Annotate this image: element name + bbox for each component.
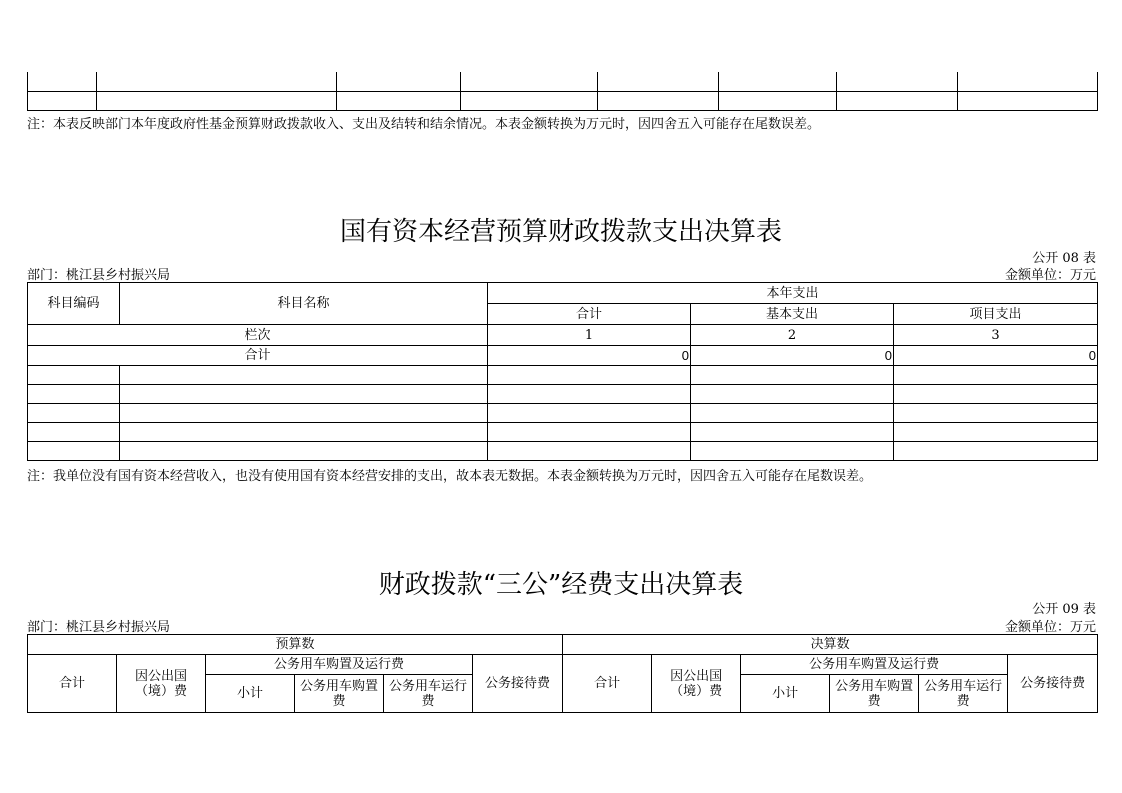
fund-table-note: 注：本表反映部门本年度政府性基金预算财政拨款收入、支出及结转和结余情况。本表金额转换为万元时，因四舍五入可能存在尾数误差。	[27, 117, 821, 132]
header-basic: 基本支出	[691, 304, 894, 325]
budget-total: 合计	[28, 655, 117, 713]
final-operation: 公务用车运行费	[919, 675, 1008, 713]
table-row	[28, 91, 1098, 110]
final-total: 合计	[563, 655, 652, 713]
table-row	[28, 385, 1098, 404]
column-index-3: 3	[894, 325, 1098, 346]
state-capital-expense-table	[27, 282, 1098, 461]
final-subtotal: 小计	[741, 675, 830, 713]
column-index-2: 2	[691, 325, 894, 346]
header-year-expense: 本年支出	[488, 283, 1098, 304]
header-project: 项目支出	[894, 304, 1098, 325]
final-purchase: 公务用车购置费	[830, 675, 919, 713]
table09-title: 财政拨款“三公”经费支出决算表	[378, 570, 744, 600]
final-abroad: 因公出国（境）费	[652, 655, 741, 713]
previous-table-fragment	[27, 72, 1098, 111]
header-final: 决算数	[563, 635, 1098, 655]
column-index-1: 1	[488, 325, 691, 346]
budget-vehicle: 公务用车购置及运行费	[206, 655, 473, 675]
table08-dept: 部门：桃江县乡村振兴局	[27, 268, 171, 283]
header-budget: 预算数	[28, 635, 563, 655]
table-row	[28, 423, 1098, 442]
table09-unit: 金额单位：万元	[1004, 620, 1096, 635]
header-total: 合计	[488, 304, 691, 325]
budget-purchase: 公务用车购置费	[295, 675, 384, 713]
table08-note: 注：我单位没有国有资本经营收入，也没有使用国有资本经营安排的支出，故本表无数据。本表金额转换为万元时，因四舍五入可能存在尾数误差。	[27, 469, 873, 484]
table-row	[28, 72, 1098, 91]
table08-title: 国有资本经营预算财政拨款支出决算表	[339, 217, 782, 247]
table-row	[28, 366, 1098, 385]
basic-amount: 0	[691, 346, 894, 366]
budget-subtotal: 小计	[206, 675, 295, 713]
header-name: 科目名称	[120, 283, 488, 325]
table08-code: 公开 08 表	[1032, 251, 1096, 266]
column-index-label: 栏次	[28, 325, 488, 346]
table-row	[28, 404, 1098, 423]
total-label: 合计	[28, 346, 488, 366]
budget-abroad: 因公出国（境）费	[117, 655, 206, 713]
final-vehicle: 公务用车购置及运行费	[741, 655, 1008, 675]
budget-operation: 公务用车运行费	[384, 675, 473, 713]
final-reception: 公务接待费	[1008, 655, 1098, 713]
table09-dept: 部门：桃江县乡村振兴局	[27, 620, 171, 635]
column-index-row	[28, 325, 1098, 346]
budget-reception: 公务接待费	[473, 655, 563, 713]
header-code: 科目编码	[28, 283, 120, 325]
project-amount: 0	[894, 346, 1098, 366]
table-row	[28, 442, 1098, 461]
table08-unit: 金额单位：万元	[1004, 268, 1096, 283]
three-public-expense-table	[27, 634, 1098, 713]
table09-code: 公开 09 表	[1032, 602, 1096, 617]
total-row	[28, 346, 1098, 366]
total-amount: 0	[488, 346, 691, 366]
